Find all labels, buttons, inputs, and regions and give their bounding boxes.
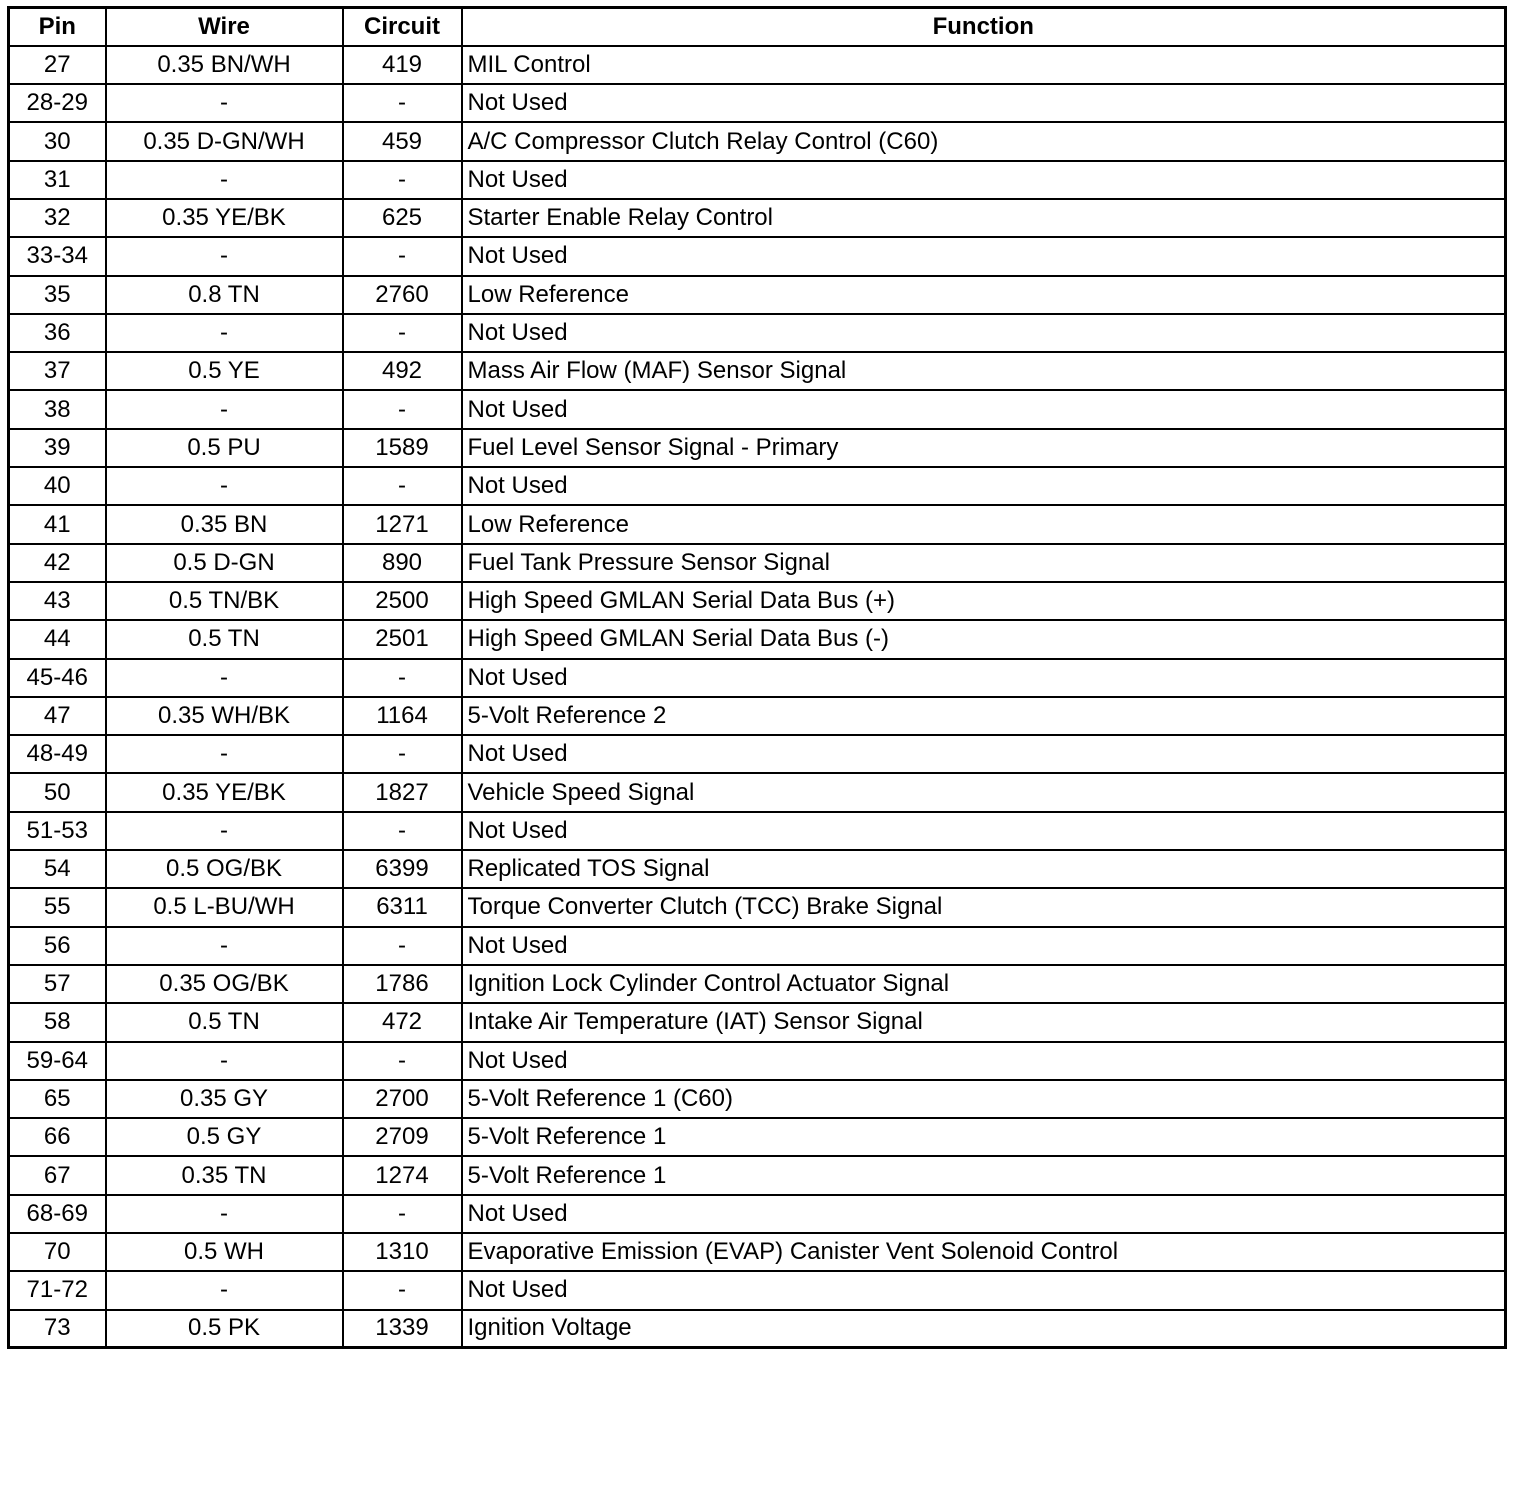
table-row bbox=[9, 46, 1506, 84]
pin-cell: 41 bbox=[9, 505, 106, 543]
wire-cell: - bbox=[106, 927, 343, 965]
function-cell: Ignition Lock Cylinder Control Actuator Signal bbox=[462, 965, 1506, 1003]
circuit-cell: 492 bbox=[343, 352, 462, 390]
pin-cell: 57 bbox=[9, 965, 106, 1003]
function-cell: Not Used bbox=[462, 237, 1506, 275]
wire-cell: 0.35 D-GN/WH bbox=[106, 122, 343, 160]
wire-cell: - bbox=[106, 659, 343, 697]
function-cell: Vehicle Speed Signal bbox=[462, 773, 1506, 811]
circuit-cell: 2709 bbox=[343, 1118, 462, 1156]
pin-cell: 59-64 bbox=[9, 1042, 106, 1080]
wire-cell: - bbox=[106, 1195, 343, 1233]
circuit-column-header: Circuit bbox=[343, 8, 462, 46]
circuit-cell: 2500 bbox=[343, 582, 462, 620]
pin-cell: 31 bbox=[9, 161, 106, 199]
table-row bbox=[9, 1233, 1506, 1271]
pin-cell: 51-53 bbox=[9, 812, 106, 850]
circuit-cell: - bbox=[343, 927, 462, 965]
table-row bbox=[9, 1310, 1506, 1348]
circuit-cell: - bbox=[343, 161, 462, 199]
function-cell: 5-Volt Reference 1 bbox=[462, 1156, 1506, 1194]
wire-cell: - bbox=[106, 161, 343, 199]
circuit-cell: 6311 bbox=[343, 888, 462, 926]
wire-cell: - bbox=[106, 1271, 343, 1309]
pin-cell: 68-69 bbox=[9, 1195, 106, 1233]
circuit-cell: - bbox=[343, 390, 462, 428]
circuit-cell: - bbox=[343, 314, 462, 352]
table-row bbox=[9, 467, 1506, 505]
function-cell: Not Used bbox=[462, 1195, 1506, 1233]
pin-cell: 56 bbox=[9, 927, 106, 965]
function-cell: MIL Control bbox=[462, 46, 1506, 84]
table-row bbox=[9, 620, 1506, 658]
circuit-cell: 1274 bbox=[343, 1156, 462, 1194]
pin-cell: 38 bbox=[9, 390, 106, 428]
function-cell: 5-Volt Reference 1 bbox=[462, 1118, 1506, 1156]
table-row bbox=[9, 1042, 1506, 1080]
table-row bbox=[9, 659, 1506, 697]
circuit-cell: - bbox=[343, 1195, 462, 1233]
circuit-cell: 459 bbox=[343, 122, 462, 160]
table-row bbox=[9, 1195, 1506, 1233]
wire-cell: - bbox=[106, 314, 343, 352]
pin-cell: 40 bbox=[9, 467, 106, 505]
pin-column-header: Pin bbox=[9, 8, 106, 46]
wire-cell: - bbox=[106, 84, 343, 122]
function-cell: Intake Air Temperature (IAT) Sensor Signal bbox=[462, 1003, 1506, 1041]
table-row bbox=[9, 1118, 1506, 1156]
table-row bbox=[9, 276, 1506, 314]
pin-cell: 47 bbox=[9, 697, 106, 735]
pin-cell: 67 bbox=[9, 1156, 106, 1194]
wire-cell: 0.35 WH/BK bbox=[106, 697, 343, 735]
circuit-cell: 1827 bbox=[343, 773, 462, 811]
function-cell: Not Used bbox=[462, 735, 1506, 773]
pin-cell: 55 bbox=[9, 888, 106, 926]
wire-cell: 0.5 D-GN bbox=[106, 544, 343, 582]
wire-column-header: Wire bbox=[106, 8, 343, 46]
pin-cell: 58 bbox=[9, 1003, 106, 1041]
circuit-cell: - bbox=[343, 84, 462, 122]
table-row bbox=[9, 352, 1506, 390]
wire-cell: 0.35 BN/WH bbox=[106, 46, 343, 84]
table-row bbox=[9, 735, 1506, 773]
pin-cell: 37 bbox=[9, 352, 106, 390]
circuit-cell: - bbox=[343, 812, 462, 850]
pin-cell: 28-29 bbox=[9, 84, 106, 122]
table-row bbox=[9, 1156, 1506, 1194]
function-cell: Replicated TOS Signal bbox=[462, 850, 1506, 888]
wire-cell: 0.5 GY bbox=[106, 1118, 343, 1156]
table-row bbox=[9, 429, 1506, 467]
table-body bbox=[9, 46, 1506, 1348]
wire-cell: 0.5 PU bbox=[106, 429, 343, 467]
wire-cell: 0.5 L-BU/WH bbox=[106, 888, 343, 926]
circuit-cell: 890 bbox=[343, 544, 462, 582]
function-cell: A/C Compressor Clutch Relay Control (C60) bbox=[462, 122, 1506, 160]
function-cell: Fuel Level Sensor Signal - Primary bbox=[462, 429, 1506, 467]
header-row bbox=[9, 8, 1506, 46]
wire-cell: - bbox=[106, 735, 343, 773]
circuit-cell: 1271 bbox=[343, 505, 462, 543]
function-cell: Ignition Voltage bbox=[462, 1310, 1506, 1348]
wire-cell: 0.5 OG/BK bbox=[106, 850, 343, 888]
pin-cell: 50 bbox=[9, 773, 106, 811]
function-cell: Not Used bbox=[462, 314, 1506, 352]
function-cell: Not Used bbox=[462, 467, 1506, 505]
function-cell: Starter Enable Relay Control bbox=[462, 199, 1506, 237]
table-row bbox=[9, 314, 1506, 352]
table-row bbox=[9, 1271, 1506, 1309]
wire-cell: - bbox=[106, 1042, 343, 1080]
circuit-cell: 419 bbox=[343, 46, 462, 84]
pin-cell: 27 bbox=[9, 46, 106, 84]
wire-cell: 0.5 PK bbox=[106, 1310, 343, 1348]
pin-cell: 32 bbox=[9, 199, 106, 237]
circuit-cell: 1786 bbox=[343, 965, 462, 1003]
circuit-cell: - bbox=[343, 1271, 462, 1309]
table-row bbox=[9, 84, 1506, 122]
pin-cell: 36 bbox=[9, 314, 106, 352]
function-cell: Not Used bbox=[462, 1271, 1506, 1309]
table-row bbox=[9, 122, 1506, 160]
pin-cell: 54 bbox=[9, 850, 106, 888]
circuit-cell: 2501 bbox=[343, 620, 462, 658]
pin-cell: 65 bbox=[9, 1080, 106, 1118]
pin-cell: 39 bbox=[9, 429, 106, 467]
wire-cell: 0.5 TN bbox=[106, 620, 343, 658]
function-cell: 5-Volt Reference 1 (C60) bbox=[462, 1080, 1506, 1118]
wire-cell: 0.5 YE bbox=[106, 352, 343, 390]
wire-cell: 0.35 GY bbox=[106, 1080, 343, 1118]
wire-cell: 0.5 TN bbox=[106, 1003, 343, 1041]
wire-cell: 0.35 YE/BK bbox=[106, 773, 343, 811]
table-row bbox=[9, 1003, 1506, 1041]
pin-cell: 35 bbox=[9, 276, 106, 314]
wire-cell: - bbox=[106, 467, 343, 505]
wire-cell: 0.35 TN bbox=[106, 1156, 343, 1194]
function-cell: Not Used bbox=[462, 84, 1506, 122]
function-cell: Fuel Tank Pressure Sensor Signal bbox=[462, 544, 1506, 582]
circuit-cell: 1339 bbox=[343, 1310, 462, 1348]
function-cell: Mass Air Flow (MAF) Sensor Signal bbox=[462, 352, 1506, 390]
function-cell: Not Used bbox=[462, 812, 1506, 850]
pin-cell: 71-72 bbox=[9, 1271, 106, 1309]
circuit-cell: - bbox=[343, 659, 462, 697]
wire-cell: - bbox=[106, 390, 343, 428]
table-row bbox=[9, 161, 1506, 199]
pin-cell: 42 bbox=[9, 544, 106, 582]
table-row bbox=[9, 812, 1506, 850]
wire-cell: 0.8 TN bbox=[106, 276, 343, 314]
circuit-cell: 2700 bbox=[343, 1080, 462, 1118]
wire-cell: 0.35 YE/BK bbox=[106, 199, 343, 237]
pin-cell: 45-46 bbox=[9, 659, 106, 697]
function-cell: Not Used bbox=[462, 161, 1506, 199]
function-cell: Not Used bbox=[462, 659, 1506, 697]
function-cell: Not Used bbox=[462, 1042, 1506, 1080]
circuit-cell: - bbox=[343, 1042, 462, 1080]
table-row bbox=[9, 773, 1506, 811]
table-row bbox=[9, 697, 1506, 735]
table-row bbox=[9, 927, 1506, 965]
wire-cell: 0.5 TN/BK bbox=[106, 582, 343, 620]
table-row bbox=[9, 390, 1506, 428]
pin-cell: 48-49 bbox=[9, 735, 106, 773]
circuit-cell: 1164 bbox=[343, 697, 462, 735]
table-row bbox=[9, 505, 1506, 543]
pin-cell: 66 bbox=[9, 1118, 106, 1156]
circuit-cell: 1589 bbox=[343, 429, 462, 467]
table-row bbox=[9, 237, 1506, 275]
circuit-cell: - bbox=[343, 735, 462, 773]
wire-cell: 0.35 BN bbox=[106, 505, 343, 543]
connector-pinout-table bbox=[7, 6, 1507, 1349]
wire-cell: - bbox=[106, 237, 343, 275]
function-cell: Evaporative Emission (EVAP) Canister Vent Solenoid Control bbox=[462, 1233, 1506, 1271]
table-row bbox=[9, 850, 1506, 888]
function-cell: Low Reference bbox=[462, 276, 1506, 314]
function-cell: Not Used bbox=[462, 927, 1506, 965]
circuit-cell: 625 bbox=[343, 199, 462, 237]
pin-cell: 73 bbox=[9, 1310, 106, 1348]
pin-cell: 33-34 bbox=[9, 237, 106, 275]
pin-cell: 30 bbox=[9, 122, 106, 160]
function-cell: Torque Converter Clutch (TCC) Brake Signal bbox=[462, 888, 1506, 926]
table-row bbox=[9, 1080, 1506, 1118]
wire-cell: 0.5 WH bbox=[106, 1233, 343, 1271]
function-cell: 5-Volt Reference 2 bbox=[462, 697, 1506, 735]
pin-cell: 44 bbox=[9, 620, 106, 658]
pin-cell: 70 bbox=[9, 1233, 106, 1271]
table-row bbox=[9, 199, 1506, 237]
circuit-cell: - bbox=[343, 237, 462, 275]
function-cell: Not Used bbox=[462, 390, 1506, 428]
circuit-cell: 1310 bbox=[343, 1233, 462, 1271]
table-row bbox=[9, 965, 1506, 1003]
function-cell: High Speed GMLAN Serial Data Bus (+) bbox=[462, 582, 1506, 620]
circuit-cell: - bbox=[343, 467, 462, 505]
function-cell: High Speed GMLAN Serial Data Bus (-) bbox=[462, 620, 1506, 658]
table-row bbox=[9, 888, 1506, 926]
circuit-cell: 6399 bbox=[343, 850, 462, 888]
circuit-cell: 472 bbox=[343, 1003, 462, 1041]
wire-cell: - bbox=[106, 812, 343, 850]
function-cell: Low Reference bbox=[462, 505, 1506, 543]
wire-cell: 0.35 OG/BK bbox=[106, 965, 343, 1003]
pin-cell: 43 bbox=[9, 582, 106, 620]
table-row bbox=[9, 582, 1506, 620]
table-row bbox=[9, 544, 1506, 582]
function-column-header: Function bbox=[462, 8, 1506, 46]
circuit-cell: 2760 bbox=[343, 276, 462, 314]
